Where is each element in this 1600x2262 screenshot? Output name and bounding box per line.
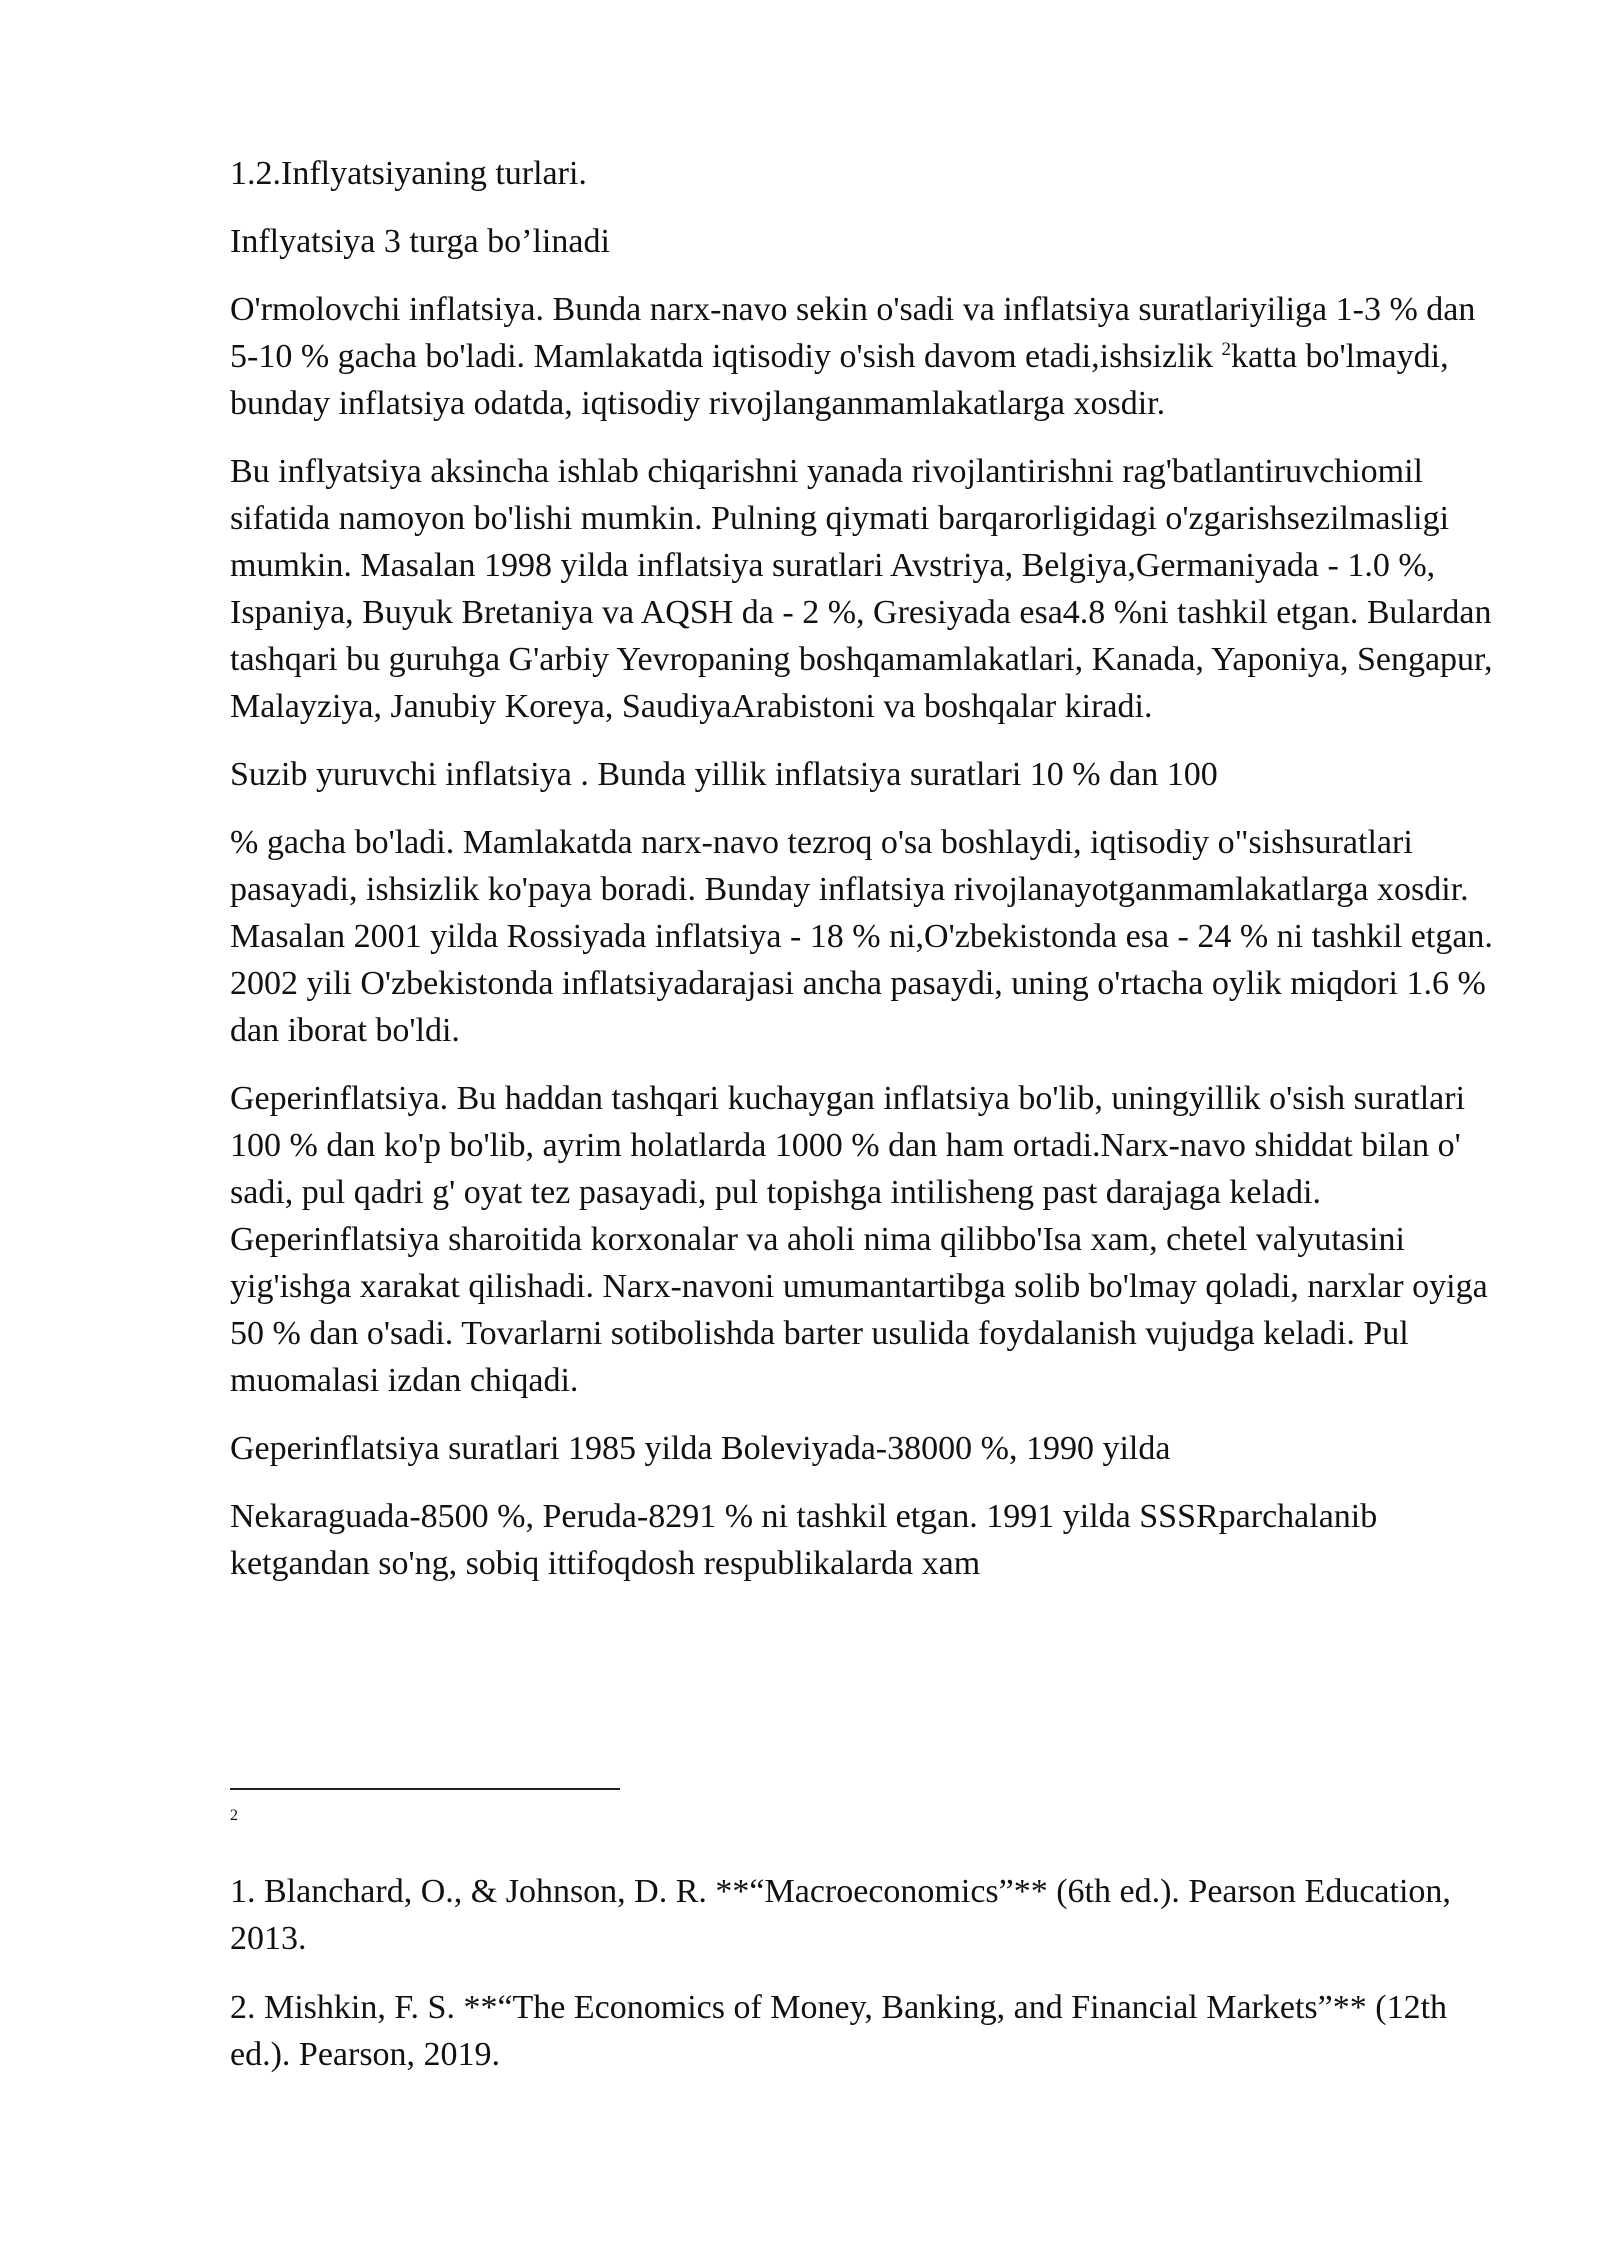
footnote-mark: 2 [230, 1807, 238, 1824]
paragraph-6: Geperinflatsiya suratlari 1985 yilda Boleviyada-38000 %, 1990 yilda [230, 1430, 1171, 1467]
paragraph-1-text-b: katta bo'lmaydi, bunday inflatsiya odatda, iqtisodiy rivojlanganmamlakatlarga xosdir. [230, 338, 1449, 422]
reference-item: 2. Mishkin, F. S. **“The Economics of Money, Banking, and Financial Markets”** (12th ed.). Pearson, 2019. [230, 1989, 1448, 2073]
paragraph-4: % gacha bo'ladi. Mamlakatda narx-navo tezroq o'sa boshlaydi, iqtisodiy o"sishsuratlari pasayadi, ishsizlik ko'paya boradi. Bunday inflatsiya rivojlanayotganmamlakatlarga xosdir. Masalan 2001 yilda Rossiyada inflatsiya - 18 % ni,O'zbekistonda esa - 24 % ni tashkil etgan. 2002 yili O'zbekistonda inflatsiyadarajasi ancha pasaydi, uning o'rtacha oylik miqdori 1.6 % dan iborat bo'ldi. [230, 824, 1493, 1049]
document-body [230, 150, 1510, 1608]
paragraph-1-text-a: O'rmolovchi inflatsiya. Bunda narx-navo sekin o'sadi va inflatsiya suratlariyiliga 1-3 % dan 5-10 % gacha bo'ladi. Mamlakatda iqtisodiy o'sish davom etadi,ishsizlik [230, 291, 1476, 375]
reference-list [230, 1868, 1510, 2100]
paragraph-3: Suzib yuruvchi inflatsiya . Bunda yillik inflatsiya suratlari 10 % dan 100 [230, 756, 1218, 793]
reference-item: 1. Blanchard, O., & Johnson, D. R. **“Macroeconomics”** (6th ed.). Pearson Education, 2013. [230, 1873, 1451, 1957]
paragraph-1 [230, 286, 1510, 427]
footnote-reference[interactable]: 2 [1221, 339, 1231, 360]
section-heading: 1.2.Inflyatsiyaning turlari. [230, 155, 587, 192]
intro-paragraph: Inflyatsiya 3 turga bo’linadi [230, 223, 610, 260]
paragraph-7: Nekaraguada-8500 %, Peruda-8291 % ni tashkil etgan. 1991 yilda SSSRparchalanib ketgandan so'ng, sobiq ittifoqdosh respublikalarda xam [230, 1498, 1378, 1582]
paragraph-2: Bu inflyatsiya aksincha ishlab chiqarishni yanada rivojlantirishni rag'batlantiruvchiomil sifatida namoyon bo'lishi mumkin. Pulning qiymati barqarorligidagi o'zgarishsezilmasligi mumkin. Masalan 1998 yilda inflatsiya suratlari Avstriya, Belgiya,Germaniyada - 1.0 %, Ispaniya, Buyuk Bretaniya va AQSH da - 2 %, Gresiyada esa4.8 %ni tashkil etgan. Bulardan tashqari bu guruhga G'arbiy Yevropaning boshqamamlakatlari, Kanada, Yaponiya, Sengapur, Malayziya, Janubiy Koreya, SaudiyaArabistoni va boshqalar kiradi. [230, 453, 1493, 725]
paragraph-5: Geperinflatsiya. Bu haddan tashqari kuchaygan inflatsiya bo'lib, uningyillik o'sish suratlari 100 % dan ko'p bo'lib, ayrim holatlarda 1000 % dan ham ortadi.Narx-navo shiddat bilan o' sadi, pul qadri g' oyat tez pasayadi, pul topishga intilisheng past darajaga keladi. Geperinflatsiya sharoitida korxonalar va aholi nima qilibbo'Isa xam, chetel valyutasini yig'ishga xarakat qilishadi. Narx-navoni umumantartibga solib bo'lmay qoladi, narxlar oyiga 50 % dan o'sadi. Tovarlarni sotibolishda barter usulida foydalanish vujudga keladi. Pul muomalasi izdan chiqadi. [230, 1080, 1488, 1399]
footnote-separator [230, 1788, 620, 1790]
